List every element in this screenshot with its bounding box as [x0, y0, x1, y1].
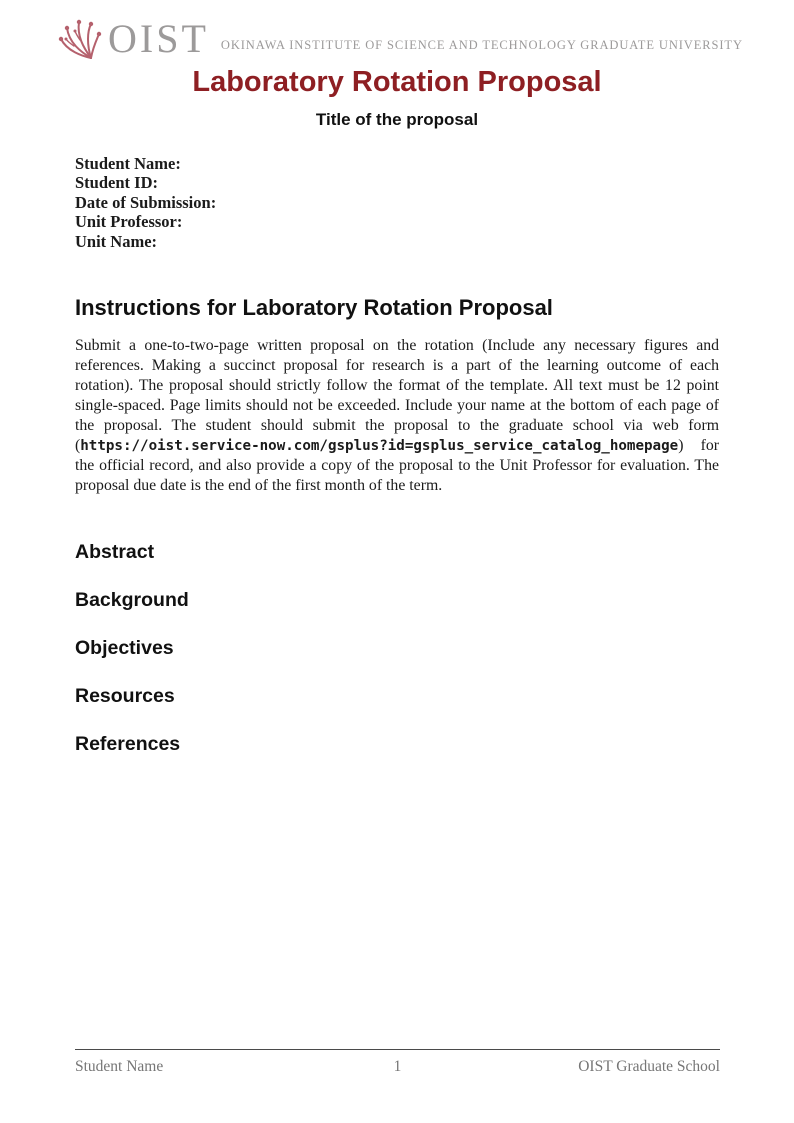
section-heading-objectives: Objectives	[75, 637, 174, 660]
oist-masthead	[0, 0, 794, 62]
document-title: Laboratory Rotation Proposal	[192, 66, 602, 98]
student-info-block	[75, 154, 719, 251]
unit-professor-label: Unit Professor:	[75, 212, 183, 232]
page-footer	[75, 1049, 720, 1076]
section-heading-references: References	[75, 733, 181, 756]
student-name-label: Student Name:	[75, 154, 181, 173]
instructions-paragraph	[75, 336, 719, 495]
student-id-label: Student ID:	[75, 173, 158, 193]
date-of-submission-label: Date of Submission:	[75, 192, 217, 212]
section-heading-background: Background	[75, 589, 189, 612]
submission-url-link[interactable]: https://oist.service-now.com/gsplus?id=gsplus_service_catalog_homepage	[80, 437, 679, 454]
instructions-text-after-url: ) for the official record, and also provide a copy of the proposal to the Unit Professor for evaluation. The proposal due date is the end of the first month of the term.	[75, 436, 719, 494]
unit-name-label: Unit Name:	[75, 231, 158, 251]
section-heading-abstract: Abstract	[75, 541, 155, 564]
instructions-heading: Instructions for Laboratory Rotation Proposal	[75, 295, 553, 321]
oist-shell-logo-icon	[52, 16, 102, 62]
section-heading-resources: Resources	[75, 685, 175, 708]
footer-page-number: 1	[393, 1058, 402, 1075]
proposal-title-placeholder: Title of the proposal	[315, 110, 479, 129]
oist-logo-text: OIST	[108, 16, 209, 61]
instructions-text-before-url: Submit a one-to-two-page written proposal on the rotation (Include any necessary figures and references. Making a succinct proposal for research is a part of the learning outcome of each rotation). The proposal should strictly follow the format of the template. All text must be 12 point single-spaced. Page limits should not be exceeded. Include your name at the bottom of each page of the proposal. The student should submit the proposal to the graduate school via web form (	[75, 337, 719, 454]
institute-name: OKINAWA INSTITUTE OF SCIENCE AND TECHNOLOGY GRADUATE UNIVERSITY	[220, 37, 743, 52]
footer-school-name: OIST Graduate School	[578, 1058, 720, 1075]
footer-student-name: Student Name	[75, 1058, 164, 1075]
